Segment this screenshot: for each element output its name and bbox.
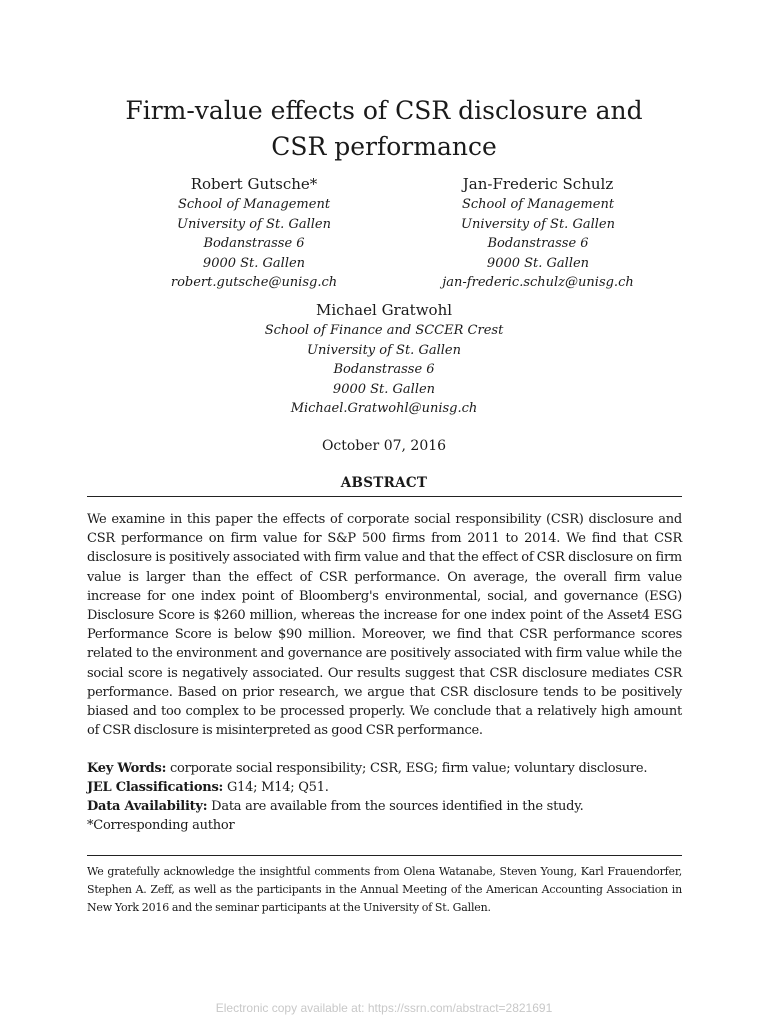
title-line-2: CSR performance: [271, 132, 497, 161]
corresponding-author-note: *Corresponding author: [87, 818, 235, 833]
keywords-line: [87, 759, 687, 778]
title-line-1: Firm-value effects of CSR disclosure and: [125, 96, 643, 125]
abstract-divider: [87, 496, 682, 497]
keywords-value: corporate social responsibility; CSR, ESG; firm value; voluntary disclosure.: [166, 761, 648, 776]
author-university: University of St. Gallen: [461, 216, 615, 232]
ssrn-footer: Electronic copy available at: https://ssrn.com/abstract=2821691: [215, 1001, 553, 1015]
author-university: University of St. Gallen: [307, 342, 461, 358]
author-affiliation: School of Finance and SCCER Crest: [264, 323, 504, 338]
jel-line: [87, 778, 687, 797]
footnote-divider: [87, 855, 682, 856]
author-email: Michael.Gratwohl@unisg.ch: [290, 401, 478, 416]
author-name: Michael Gratwohl: [315, 301, 453, 319]
keywords-label: Key Words:: [87, 761, 167, 776]
acknowledgement: We gratefully acknowledge the insightful comments from Olena Watanabe, Steven Young, Karl Frauendorfer, Stephen A. Zeff, as well as the participants in the Annual Meeting of the American Accounting Association in New York 2016 and the seminar participants at the University of St. Gallen.: [87, 865, 682, 914]
author-name: Jan-Frederic Schulz: [462, 175, 614, 193]
author-city: 9000 St. Gallen: [486, 255, 590, 271]
data-availability-value: Data are available from the sources identified in the study.: [207, 799, 584, 814]
author-affiliation: School of Management: [177, 197, 331, 212]
jel-value: G14; M14; Q51.: [223, 780, 329, 795]
author-city: 9000 St. Gallen: [332, 381, 436, 397]
author-block-schulz: [408, 174, 668, 293]
author-email: jan-frederic.schulz@unisg.ch: [442, 275, 634, 290]
author-block-gutsche: [124, 174, 384, 293]
paper-date: October 07, 2016: [321, 438, 447, 454]
author-university: University of St. Gallen: [177, 216, 331, 232]
author-street: Bodanstrasse 6: [487, 236, 589, 251]
author-email: robert.gutsche@unisg.ch: [170, 275, 338, 290]
author-block-gratwohl: [254, 300, 514, 419]
abstract-heading: ABSTRACT: [340, 475, 428, 491]
paper-title: [90, 93, 678, 165]
author-street: Bodanstrasse 6: [203, 236, 305, 251]
data-availability-line: [87, 797, 687, 816]
data-availability-label: Data Availability:: [87, 799, 208, 814]
author-affiliation: School of Management: [461, 197, 615, 212]
abstract-body: We examine in this paper the effects of corporate social responsibility (CSR) disclosure and CSR performance on firm value for S&P 500 firms from 2011 to 2014. We find that CSR disclosure is positively associated with firm value and that the effect of CSR disclosure on firm value is larger than the effect of CSR performance. On average, the overall firm value increase for one index point of Bloomberg's environmental, social, and governance (ESG) Disclosure Score is $260 million, whereas the increase for one index point of the Asset4 ESG Performance Score is below $90 million. Moreover, we find that CSR performance scores related to the environment and governance are positively associated with firm value while the social score is negatively associated. Our results suggest that CSR disclosure mediates CSR performance. Based on prior research, we argue that CSR disclosure tends to be positively biased and too complex to be processed properly. We conclude that a relatively high amount of CSR disclosure is misinterpreted as good CSR performance.: [87, 512, 682, 739]
author-city: 9000 St. Gallen: [202, 255, 306, 271]
jel-label: JEL Classifications:: [87, 780, 224, 795]
author-street: Bodanstrasse 6: [333, 362, 435, 377]
author-name: Robert Gutsche*: [190, 175, 318, 193]
keywords-block: [87, 759, 687, 835]
